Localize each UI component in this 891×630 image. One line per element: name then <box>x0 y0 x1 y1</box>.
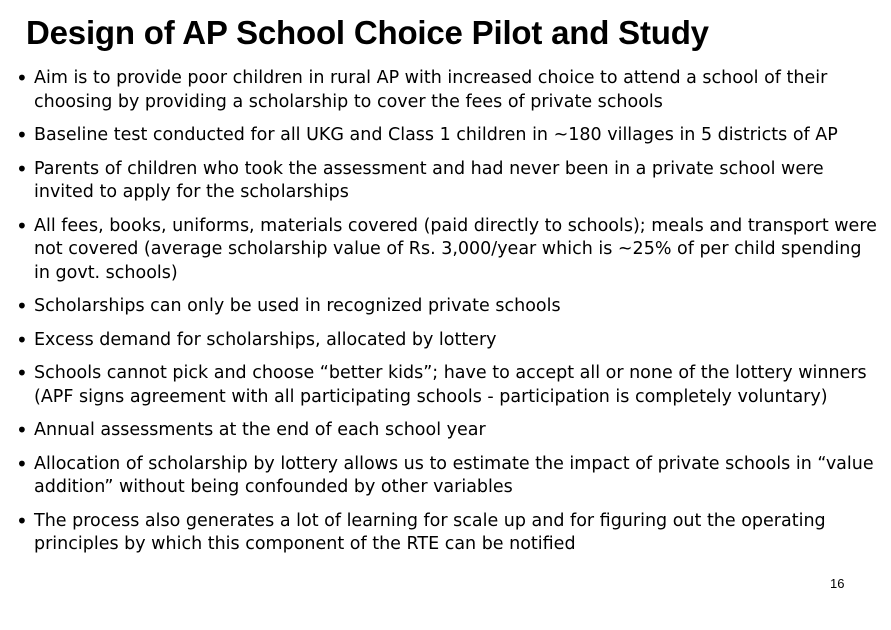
bullet-item <box>15 329 879 353</box>
bullet-text: Annual assessments at the end of each school year <box>34 420 486 440</box>
bullet-item <box>15 67 879 114</box>
bullet-text: Allocation of scholarship by lottery allows us to estimate the impact of private schools in “value addition” without being confounded by other variables <box>34 453 874 497</box>
page-number: 16 <box>830 576 845 591</box>
bullet-item <box>15 362 879 409</box>
bullet-text: Schools cannot pick and choose “better kids”; have to accept all or none of the lottery winners (APF signs agreement with all participating schools - participation is completely voluntary) <box>34 363 867 407</box>
bullet-text: Scholarships can only be used in recognized private schools <box>34 296 561 316</box>
bullet-icon: • <box>16 508 28 533</box>
bullet-item <box>15 453 879 500</box>
bullet-list <box>15 67 879 567</box>
bullet-text: Parents of children who took the assessment and had never been in a private school were invited to apply for the scholarships <box>34 158 824 202</box>
slide-title: Design of AP School Choice Pilot and Study <box>26 14 709 51</box>
bullet-item <box>15 158 879 205</box>
bullet-item <box>15 124 879 148</box>
bullet-icon: • <box>16 213 28 238</box>
bullet-item <box>15 510 879 557</box>
bullet-icon: • <box>16 327 28 352</box>
bullet-icon: • <box>16 156 28 181</box>
bullet-icon: • <box>16 451 28 476</box>
bullet-item <box>15 295 879 319</box>
bullet-item <box>15 419 879 443</box>
bullet-icon: • <box>16 418 28 442</box>
bullet-icon: • <box>16 66 28 90</box>
bullet-text: Excess demand for scholarships, allocated by lottery <box>34 329 497 350</box>
bullet-icon: • <box>16 294 28 318</box>
bullet-item <box>15 215 879 286</box>
bullet-icon: • <box>16 123 28 147</box>
bullet-text: Baseline test conducted for all UKG and Class 1 children in ~180 villages in 5 districts of AP <box>34 125 838 145</box>
bullet-text: The process also generates a lot of learning for scale up and for figuring out the operating principles by which this component of the RTE can be notified <box>34 510 826 554</box>
bullet-text: Aim is to provide poor children in rural AP with increased choice to attend a school of their choosing by providing a scholarship to cover the fees of private schools <box>34 68 828 112</box>
bullet-text: All fees, books, uniforms, materials covered (paid directly to schools); meals and transport were not covered (average scholarship value of Rs. 3,000/year which is ~25% of per child spending in govt. schools) <box>34 215 877 283</box>
bullet-icon: • <box>16 361 28 385</box>
